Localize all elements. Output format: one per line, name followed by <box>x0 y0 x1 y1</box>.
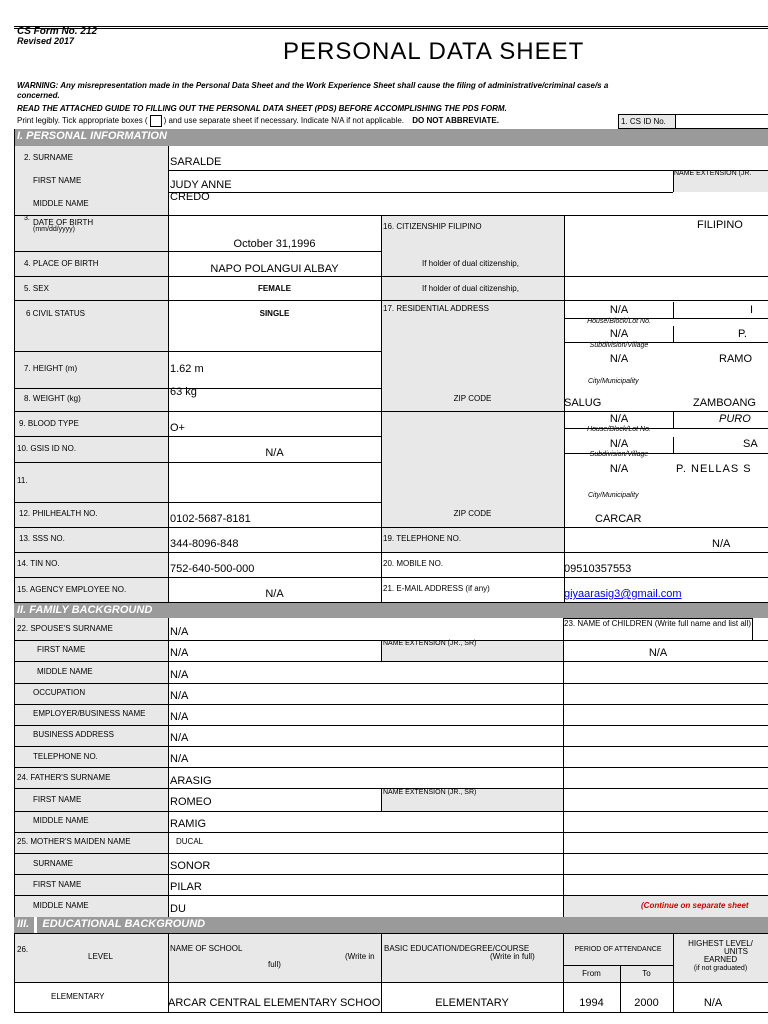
spouse-firstname-label: FIRST NAME <box>37 645 86 654</box>
res-subdivision-caption: Subdivision/Village <box>589 342 649 349</box>
sss-label: 13. SSS NO. <box>19 534 65 543</box>
section-educational-background <box>14 917 768 933</box>
dob-number: 3. <box>24 215 30 222</box>
father-surname-label: 24. FATHER'S SURNAME <box>17 773 111 782</box>
telephone-value[interactable]: N/A <box>712 538 731 550</box>
continue-note: (Continue on separate sheet <box>641 901 749 910</box>
read-guide-text: READ THE ATTACHED GUIDE TO FILLING OUT THE PERSONAL DATA SHEET (PDS) BEFORE ACCOMPLISHING THE PDS FORM. <box>17 104 507 113</box>
gsis-label: 10. GSIS ID NO. <box>17 444 77 453</box>
highest-level-line-4: (if not graduated) <box>693 965 748 972</box>
warning-text-2: concerned. <box>17 91 60 100</box>
cs-id-label: 1. CS ID No. <box>618 114 676 129</box>
business-address-label: BUSINESS ADDRESS <box>33 730 114 739</box>
sex-label: 5. SEX <box>24 284 49 293</box>
civil-status-value[interactable]: SINGLE <box>259 309 290 318</box>
citizenship-label: 16. CITIZENSHIP FILIPINO <box>383 222 482 231</box>
firstname-label: FIRST NAME <box>33 176 82 185</box>
perm-house-caption: House/Block/Lot No. <box>587 426 651 433</box>
agency-no-label: 15. AGENCY EMPLOYEE NO. <box>17 585 127 594</box>
occupation-label: OCCUPATION <box>33 688 86 697</box>
course-header: BASIC EDUCATION/DEGREE/COURSE <box>384 944 530 953</box>
print-instruction-a: Print legibly. Tick appropriate boxes ( <box>17 116 148 126</box>
section-divider <box>34 917 37 933</box>
pob-label: 4. PLACE OF BIRTH <box>24 259 99 268</box>
level-header: LEVEL <box>88 952 113 961</box>
page-title: PERSONAL DATA SHEET <box>283 38 585 65</box>
to-header: To <box>642 969 651 978</box>
sss-value[interactable]: 344-8096-848 <box>170 538 239 550</box>
tin-label: 14. TIN NO. <box>17 559 60 568</box>
telephone-label: 19. TELEPHONE NO. <box>383 534 462 543</box>
cs-id-field[interactable] <box>674 114 768 129</box>
middlename-value[interactable]: CREDO <box>170 191 210 203</box>
perm-barangay-value[interactable]: SA <box>743 438 758 450</box>
res-street-value[interactable]: I <box>750 304 754 316</box>
philhealth-label: 12. PHILHEALTH NO. <box>19 509 98 518</box>
res-zip-label: ZIP CODE <box>453 394 492 403</box>
father-firstname-label: FIRST NAME <box>33 795 82 804</box>
business-address-value[interactable]: N/A <box>170 732 189 744</box>
perm-house-value[interactable]: N/A <box>609 413 629 425</box>
print-instruction <box>17 115 499 127</box>
spouse-name-extension-label: NAME EXTENSION (JR., SR) <box>383 640 477 647</box>
surname-label: 2. SURNAME <box>24 153 73 162</box>
child-1-value[interactable]: N/A <box>648 647 668 659</box>
period-header: PERIOD OF ATTENDANCE <box>574 946 662 953</box>
dual-citizenship-note-1: If holder of dual citizenship, <box>422 259 519 268</box>
elementary-highest-value[interactable]: N/A <box>703 997 723 1009</box>
tin-value[interactable]: 752-640-500-000 <box>170 563 255 575</box>
mother-surname-label: SURNAME <box>33 859 74 868</box>
elementary-course-value[interactable]: ELEMENTARY <box>435 997 509 1009</box>
mother-middlename-value[interactable]: DU <box>170 903 186 915</box>
mother-surname-value[interactable]: SONOR <box>170 860 211 872</box>
mobile-label: 20. MOBILE NO. <box>383 559 444 568</box>
school-header: NAME OF SCHOOL <box>170 944 243 953</box>
father-name-extension-label: NAME EXTENSION (JR., SR) <box>383 789 477 796</box>
perm-city-caption: City/Municipality <box>588 492 639 499</box>
middlename-label: MIDDLE NAME <box>33 199 89 208</box>
education-number: 26. <box>17 945 29 954</box>
res-city-value[interactable]: N/A <box>609 353 629 365</box>
res-province-value[interactable]: RAMO <box>719 353 752 365</box>
firstname-value[interactable]: JUDY ANNE <box>170 179 232 191</box>
school-write-note: (Write in <box>345 952 375 961</box>
father-middlename-value[interactable]: RAMIG <box>170 818 207 830</box>
perm-city-value[interactable]: N/A <box>609 463 629 475</box>
spouse-middlename-value[interactable]: N/A <box>170 669 189 681</box>
elementary-level-label: ELEMENTARY <box>51 992 105 1001</box>
perm-province-value[interactable]: P. NELLAS S <box>676 463 752 475</box>
weight-label: 8. WEIGHT (kg) <box>24 394 81 403</box>
sex-value[interactable]: FEMALE <box>258 284 291 293</box>
blood-type-value[interactable]: O+ <box>170 422 185 434</box>
dual-citizenship-note-2: If holder of dual citizenship, <box>422 284 519 293</box>
section-education-number: III. <box>17 918 30 930</box>
email-label: 21. E-MAIL ADDRESS (if any) <box>383 584 490 593</box>
perm-zip-label: ZIP CODE <box>453 509 492 518</box>
section-personal-information: I. PERSONAL INFORMATION <box>14 129 768 146</box>
name-extension-label: NAME EXTENSION (JR. <box>674 170 752 177</box>
res-house-caption: House/Block/Lot No. <box>587 318 651 325</box>
dob-value[interactable]: October 31,1996 <box>233 238 316 250</box>
res-zip-value[interactable]: SALUG <box>564 397 602 409</box>
spouse-surname-value[interactable]: N/A <box>170 626 189 638</box>
from-header: From <box>582 969 601 978</box>
height-value[interactable]: 1.62 m <box>170 363 204 375</box>
civil-status-label: 6 CIVIL STATUS <box>26 309 85 318</box>
citizenship-value[interactable]: FILIPINO <box>697 219 743 231</box>
elementary-to-value[interactable]: 2000 <box>634 997 659 1009</box>
spouse-surname-label: 22. SPOUSE'S SURNAME <box>17 624 113 633</box>
spouse-telephone-value[interactable]: N/A <box>170 753 189 765</box>
spouse-firstname-value[interactable]: N/A <box>170 647 189 659</box>
form-number: CS Form No. 212 <box>17 26 98 37</box>
residential-address-label: 17. RESIDENTIAL ADDRESS <box>383 304 489 313</box>
perm-subdivision-value[interactable]: N/A <box>609 438 629 450</box>
philhealth-value[interactable]: 0102-5687-8181 <box>170 513 251 525</box>
highest-level-line-1: HIGHEST LEVEL/ <box>688 939 753 948</box>
item-11-label: 11. <box>17 476 28 485</box>
email-value[interactable]: giyaarasig3@gmail.com <box>564 588 682 600</box>
employer-label: EMPLOYER/BUSINESS NAME <box>33 709 146 718</box>
elementary-from-value[interactable]: 1994 <box>579 997 604 1009</box>
no-abbreviate: DO NOT ABBREVIATE. <box>412 116 499 126</box>
course-write-note: (Write in full) <box>490 952 535 961</box>
father-firstname-value[interactable]: ROMEO <box>170 796 212 808</box>
surname-value[interactable]: SARALDE <box>170 156 222 168</box>
dob-format: (mm/dd/yyyy) <box>33 226 75 233</box>
agency-no-value[interactable]: N/A <box>265 588 284 600</box>
section-education-title: EDUCATIONAL BACKGROUND <box>42 918 206 930</box>
weight-value[interactable]: 63 kg <box>170 386 197 398</box>
height-label: 7. HEIGHT (m) <box>24 364 78 373</box>
dob-label: DATE OF BIRTH <box>33 218 94 227</box>
mother-firstname-label: FIRST NAME <box>33 880 82 889</box>
mother-maiden-label: 25. MOTHER'S MAIDEN NAME <box>17 837 131 846</box>
warning-text: WARNING: Any misrepresentation made in the Personal Data Sheet and the Work Experience Sheet shall cause the filing of administrative/criminal case/s a <box>17 81 609 90</box>
res-house-value[interactable]: N/A <box>609 304 629 316</box>
res-zip-right-value[interactable]: ZAMBOANG <box>693 397 756 409</box>
highest-level-line-2: UNITS <box>724 947 748 956</box>
father-surname-value[interactable]: ARASIG <box>170 775 212 787</box>
perm-street-value[interactable]: PURO <box>719 413 751 425</box>
mother-middlename-label: MIDDLE NAME <box>33 901 89 910</box>
print-instruction-b: ) and use separate sheet if necessary. Indicate N/A if not applicable. <box>163 116 405 126</box>
father-middlename-label: MIDDLE NAME <box>33 816 89 825</box>
tick-box-sample <box>150 115 162 127</box>
spouse-telephone-label: TELEPHONE NO. <box>33 752 98 761</box>
school-full-note: full) <box>268 960 281 969</box>
elementary-school-value[interactable]: ARCAR CENTRAL ELEMENTARY SCHOO <box>168 997 381 1009</box>
mother-maiden-value[interactable]: DUCAL <box>176 837 204 846</box>
mother-firstname-value[interactable]: PILAR <box>170 881 202 893</box>
perm-subdivision-caption: Subdivision/Village <box>589 451 649 458</box>
res-subdivision-value[interactable]: N/A <box>609 328 629 340</box>
pob-value[interactable]: NAPO POLANGUI ALBAY <box>210 263 339 275</box>
res-barangay-value[interactable]: P. <box>738 328 747 340</box>
section-family-background: II. FAMILY BACKGROUND <box>14 603 768 618</box>
spouse-middlename-label: MIDDLE NAME <box>37 667 93 676</box>
blood-type-label: 9. BLOOD TYPE <box>19 419 79 428</box>
employer-value[interactable]: N/A <box>170 711 189 723</box>
perm-zip-value[interactable]: CARCAR <box>595 513 642 525</box>
occupation-value[interactable]: N/A <box>170 690 189 702</box>
mobile-value[interactable]: 09510357553 <box>564 563 632 575</box>
highest-level-header <box>673 939 768 972</box>
res-city-caption: City/Municipality <box>588 378 639 385</box>
revision-date: Revised 2017 <box>17 36 75 46</box>
children-label: 23. NAME of CHILDREN (Write full name and list all) <box>564 619 752 628</box>
gsis-value[interactable]: N/A <box>265 447 284 459</box>
highest-level-line-3: EARNED <box>703 955 738 964</box>
